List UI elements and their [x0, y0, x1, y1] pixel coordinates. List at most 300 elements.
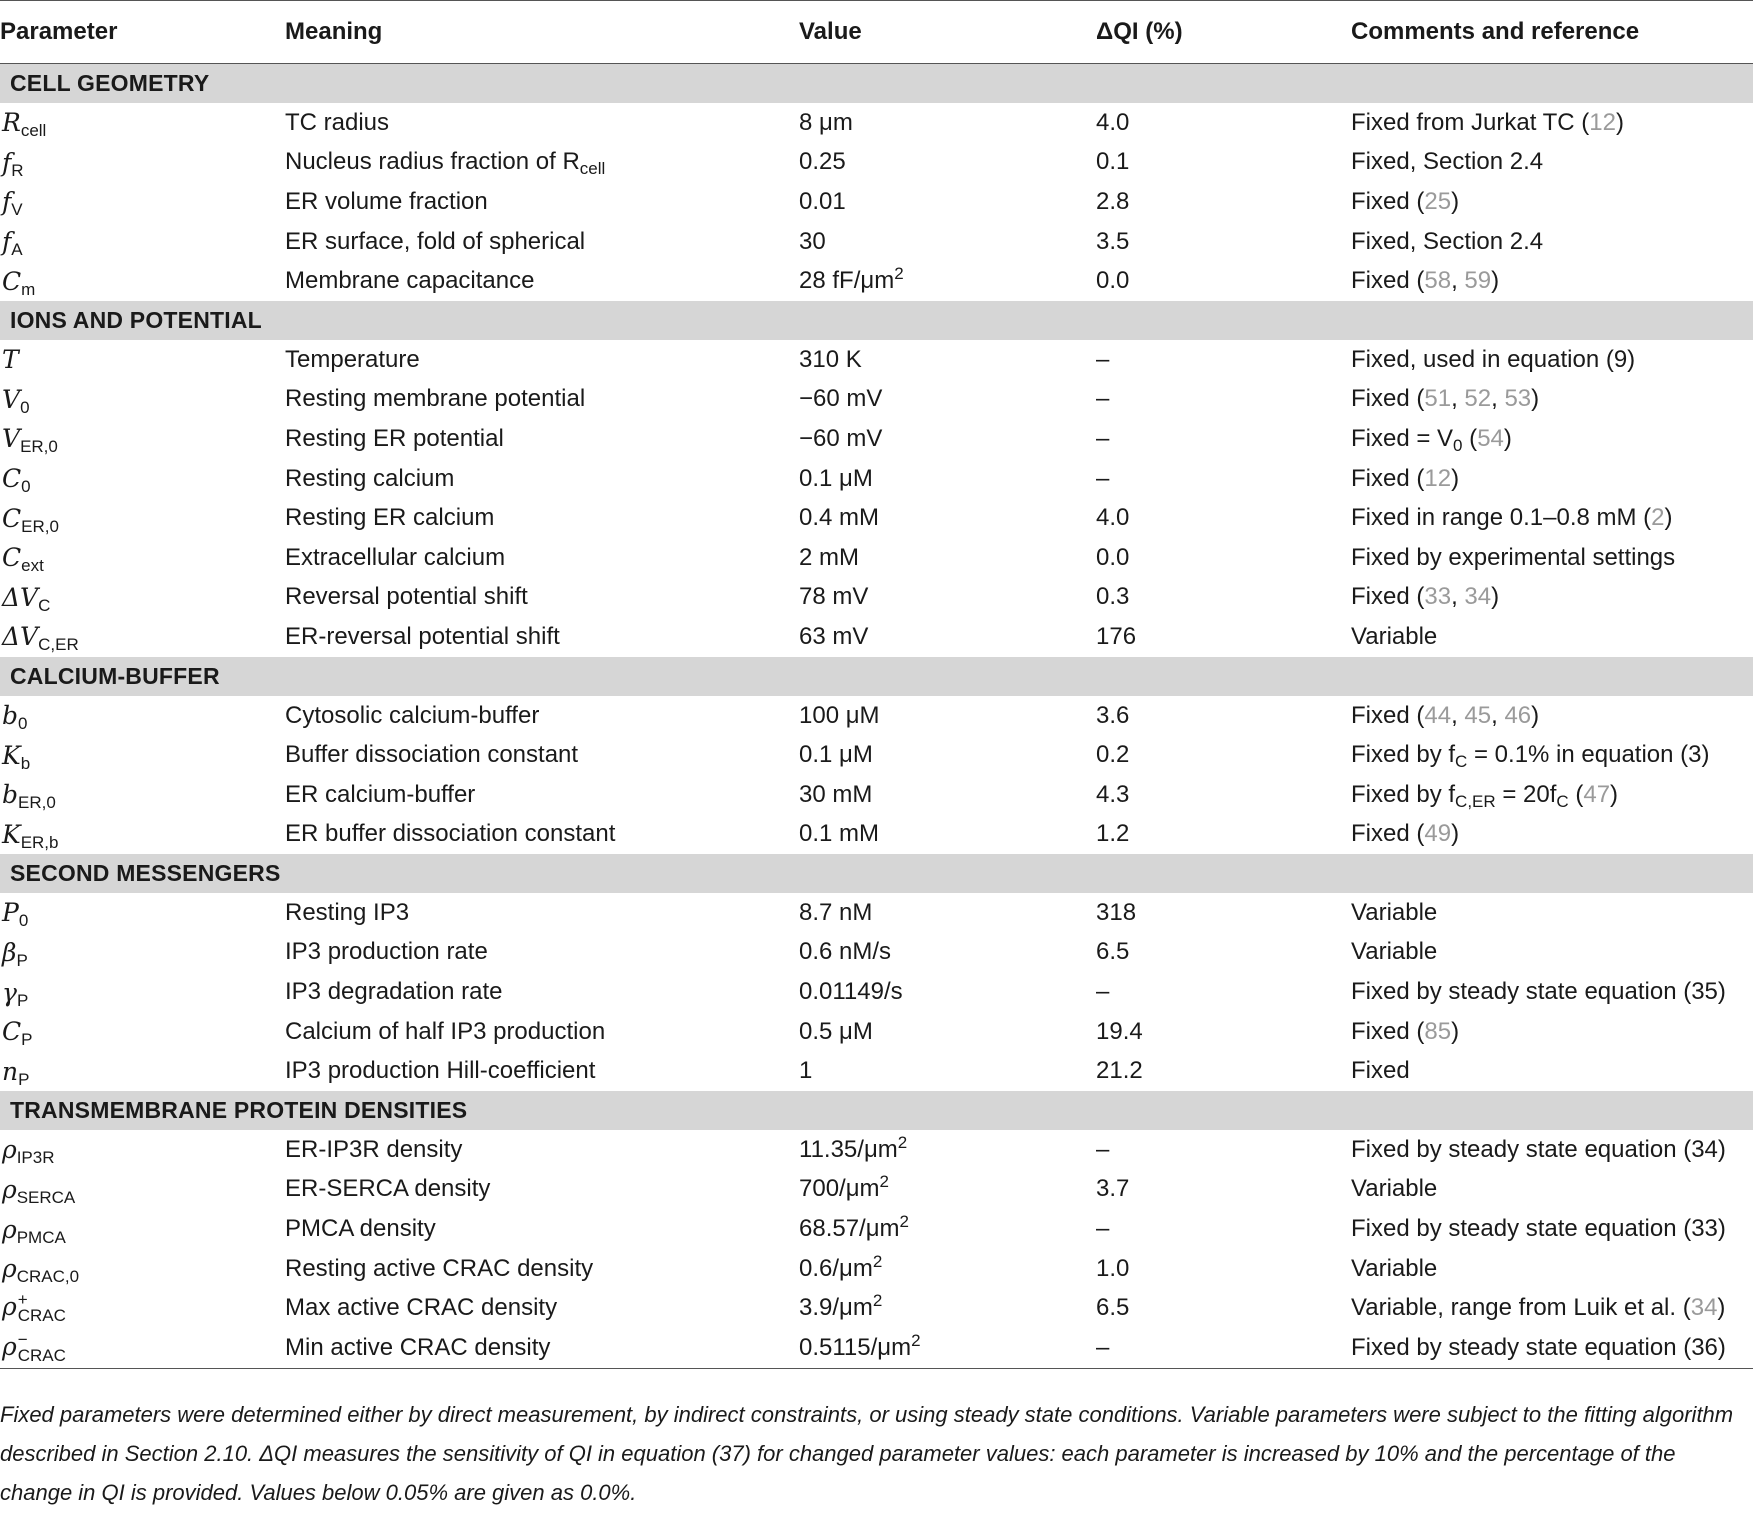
- table-row: [0, 222, 1753, 262]
- value-text: 0.1 mM: [799, 820, 880, 848]
- comment-text: Variable: [1351, 898, 1438, 926]
- parameter-symbol: [0, 380, 285, 420]
- section-title: CELL GEOMETRY: [0, 64, 1753, 104]
- value-text: 1: [799, 1057, 813, 1085]
- symbol-base: ρ: [2, 1331, 17, 1361]
- meaning-text: ER-IP3R density: [285, 1135, 463, 1163]
- reference-link[interactable]: 25: [1424, 187, 1452, 215]
- parameter-meaning: [285, 498, 799, 538]
- parameter-symbol: [0, 933, 285, 973]
- table-row: [0, 1170, 1753, 1210]
- section-header-row: [0, 64, 1753, 104]
- parameter-comment: [1351, 182, 1753, 222]
- header-value: Value: [799, 1, 1096, 64]
- parameter-dqi: 318: [1096, 898, 1137, 926]
- reference-link[interactable]: 58: [1424, 267, 1452, 295]
- reference-link[interactable]: 34: [1690, 1294, 1718, 1322]
- table-row: [0, 419, 1753, 459]
- table-row: [0, 1130, 1753, 1170]
- reference-link[interactable]: 51: [1424, 385, 1452, 413]
- parameter-symbol: [0, 1288, 285, 1328]
- parameter-value: [799, 1328, 1096, 1368]
- parameter-meaning: [285, 1130, 799, 1170]
- ref-separator: ,: [1451, 701, 1465, 729]
- parameter-meaning: [285, 1051, 799, 1091]
- parameter-comment: [1351, 893, 1753, 933]
- table-bottom-rule: [0, 1368, 1753, 1369]
- parameter-meaning: [285, 143, 799, 183]
- reference-link[interactable]: 47: [1583, 780, 1611, 808]
- parameter-symbol: [0, 261, 285, 301]
- meaning-text: ER-SERCA density: [285, 1175, 491, 1203]
- table-row: [0, 380, 1753, 420]
- parameter-meaning: [285, 1288, 799, 1328]
- comment-text: Fixed = V: [1351, 424, 1454, 452]
- value-text: 68.57/μm: [799, 1215, 900, 1243]
- value-superscript: 2: [872, 1251, 883, 1271]
- parameter-comment: [1351, 1249, 1753, 1289]
- meaning-text: IP3 degradation rate: [285, 978, 503, 1006]
- meaning-text: Resting IP3: [285, 898, 410, 926]
- parameter-dqi: 4.0: [1096, 504, 1130, 532]
- parameter-symbol: [0, 1051, 285, 1091]
- parameter-meaning: [285, 1249, 799, 1289]
- table-row: [0, 735, 1753, 775]
- meaning-text: ER calcium-buffer: [285, 780, 476, 808]
- table-row: [0, 933, 1753, 973]
- symbol-subscript: CRAC: [17, 1306, 66, 1326]
- parameter-value: [799, 1209, 1096, 1249]
- comment-pre-ref: (: [1568, 780, 1584, 808]
- parameter-value: [799, 182, 1096, 222]
- parameter-symbol: [0, 498, 285, 538]
- parameter-comment: [1351, 498, 1753, 538]
- parameter-meaning: [285, 340, 799, 380]
- ref-separator: ,: [1491, 701, 1505, 729]
- parameter-value: [799, 815, 1096, 855]
- parameter-dqi: –: [1096, 385, 1110, 413]
- parameter-meaning: [285, 103, 799, 143]
- symbol-subscript: 0: [20, 397, 30, 417]
- comment-text: Variable: [1351, 1175, 1438, 1203]
- parameter-value: [799, 735, 1096, 775]
- parameter-comment: [1351, 815, 1753, 855]
- parameter-symbol: [0, 143, 285, 183]
- value-text: 2 mM: [799, 543, 859, 571]
- header-comments: Comments and reference: [1351, 1, 1753, 64]
- reference-link[interactable]: 45: [1464, 701, 1492, 729]
- symbol-base: ΔV: [2, 582, 39, 612]
- ref-separator: ,: [1451, 267, 1465, 295]
- reference-link[interactable]: 54: [1477, 424, 1504, 452]
- comment-text: Fixed (: [1351, 187, 1425, 215]
- reference-link[interactable]: 46: [1504, 701, 1532, 729]
- reference-link[interactable]: 53: [1504, 385, 1532, 413]
- comment-text: Fixed (: [1351, 464, 1425, 492]
- reference-link[interactable]: 2: [1651, 504, 1665, 532]
- parameter-dqi: 2.8: [1096, 187, 1130, 215]
- section-header-row: [0, 301, 1753, 340]
- parameter-dqi: 21.2: [1096, 1057, 1143, 1085]
- symbol-subscript: ER,0: [18, 793, 56, 813]
- table-row: [0, 340, 1753, 380]
- value-text: 0.01149/s: [799, 978, 903, 1006]
- parameter-comment: [1351, 617, 1753, 657]
- meaning-text: Max active CRAC density: [285, 1294, 558, 1322]
- symbol-subscript: SERCA: [16, 1187, 76, 1207]
- meaning-text: Temperature: [285, 345, 420, 373]
- meaning-text: Resting calcium: [285, 464, 455, 492]
- section-header-row: [0, 657, 1753, 696]
- comment-end: ): [1491, 267, 1500, 295]
- parameter-meaning: [285, 222, 799, 262]
- table-row: [0, 893, 1753, 933]
- comment-end: ): [1491, 583, 1500, 611]
- comment-end: ): [1531, 385, 1540, 413]
- reference-link[interactable]: 59: [1464, 267, 1492, 295]
- symbol-base: ρ: [2, 1135, 17, 1165]
- meaning-text: ER-reversal potential shift: [285, 622, 560, 650]
- comment-text: Fixed (: [1351, 701, 1425, 729]
- parameter-dqi: 4.0: [1096, 108, 1130, 136]
- parameter-comment: [1351, 459, 1753, 499]
- symbol-base: b: [2, 780, 19, 810]
- comment-end: ): [1615, 108, 1624, 136]
- comment-text: Fixed, used in equation (9): [1351, 345, 1636, 373]
- symbol-subscript: CRAC: [17, 1346, 66, 1366]
- table-row: [0, 775, 1753, 815]
- value-text: 3.9/μm: [799, 1294, 873, 1322]
- parameter-meaning: [285, 261, 799, 301]
- comment-text: Fixed by steady state equation (34): [1351, 1135, 1726, 1163]
- reference-link[interactable]: 44: [1424, 701, 1452, 729]
- symbol-superscript: −: [17, 1330, 28, 1350]
- parameter-dqi: 1.2: [1096, 820, 1130, 848]
- parameter-dqi: 3.7: [1096, 1175, 1130, 1203]
- value-text: 11.35/μm: [799, 1135, 898, 1163]
- parameter-value: [799, 380, 1096, 420]
- parameter-comment: [1351, 578, 1753, 618]
- parameter-dqi: 19.4: [1096, 1017, 1143, 1045]
- section-title: TRANSMEMBRANE PROTEIN DENSITIES: [0, 1091, 1753, 1130]
- parameter-symbol: [0, 1209, 285, 1249]
- symbol-subscript: 0: [21, 477, 31, 497]
- value-text: 30 mM: [799, 780, 873, 808]
- symbol-base: γ: [2, 977, 17, 1007]
- parameter-dqi: 0.2: [1096, 741, 1130, 769]
- parameter-value: [799, 775, 1096, 815]
- table-caption: Fixed parameters were determined either by direct measurement, by indirect constraints, or using steady state conditions. Variable parameters were subject to the fitting algorithm described in Section 2.10. ΔQI measures the sensitivity of QI in equation (37) for changed parameter values: each parameter is increased by 10% and the percentage of the change in QI is provided. Values below 0.05% are given as 0.0%.: [0, 1402, 1734, 1505]
- table-row: [0, 617, 1753, 657]
- parameter-comment: [1351, 103, 1753, 143]
- parameter-dqi: 6.5: [1096, 938, 1130, 966]
- comment-text: Variable: [1351, 622, 1438, 650]
- parameter-symbol: [0, 775, 285, 815]
- meaning-text: Resting ER calcium: [285, 504, 495, 532]
- parameter-value: [799, 103, 1096, 143]
- reference-link[interactable]: 33: [1424, 583, 1452, 611]
- table-row: [0, 696, 1753, 736]
- section-title: IONS AND POTENTIAL: [0, 301, 1753, 340]
- value-text: 0.25: [799, 148, 846, 176]
- parameter-meaning: [285, 696, 799, 736]
- value-text: 0.5 μM: [799, 1017, 873, 1045]
- value-text: 30: [799, 227, 826, 255]
- symbol-subscript: m: [21, 279, 36, 299]
- table-row: [0, 103, 1753, 143]
- parameter-symbol: [0, 222, 285, 262]
- symbol-base: C: [2, 266, 22, 296]
- meaning-text: Calcium of half IP3 production: [285, 1017, 606, 1045]
- parameter-symbol: [0, 1012, 285, 1052]
- comment-text: Fixed (: [1351, 1017, 1425, 1045]
- reference-link[interactable]: 34: [1464, 583, 1492, 611]
- comment-end: ): [1451, 464, 1460, 492]
- value-text: −60 mV: [799, 424, 883, 452]
- parameter-meaning: [285, 617, 799, 657]
- table-row: [0, 1012, 1753, 1052]
- comment-text: Variable: [1351, 1254, 1438, 1282]
- meaning-text: Buffer dissociation constant: [285, 741, 579, 769]
- section-header-row: [0, 1091, 1753, 1130]
- symbol-subscript: PMCA: [16, 1227, 66, 1247]
- parameter-dqi: 0.3: [1096, 583, 1130, 611]
- value-superscript: 2: [911, 1330, 921, 1350]
- parameter-value: [799, 972, 1096, 1012]
- bottom-rule-cell: [0, 1368, 1753, 1369]
- meaning-text: Resting active CRAC density: [285, 1254, 594, 1282]
- parameter-comment: [1351, 1288, 1753, 1328]
- symbol-subscript: ER,b: [20, 832, 59, 852]
- meaning-text: TC radius: [285, 108, 390, 136]
- value-text: 0.4 mM: [799, 504, 880, 532]
- comment-end: ): [1717, 1294, 1726, 1322]
- comment-tail: = 0.1% in equation (3): [1467, 741, 1710, 769]
- parameter-dqi: 6.5: [1096, 1294, 1130, 1322]
- comment-text: Fixed (: [1351, 267, 1425, 295]
- table-row: [0, 261, 1753, 301]
- parameter-comment: [1351, 538, 1753, 578]
- value-superscript: 2: [894, 264, 904, 284]
- comment-end: ): [1451, 1017, 1460, 1045]
- parameter-value: [799, 222, 1096, 262]
- parameter-comment: [1351, 419, 1753, 459]
- table-row: [0, 182, 1753, 222]
- symbol-base: V: [2, 384, 21, 414]
- parameter-value: [799, 459, 1096, 499]
- parameter-meaning: [285, 1170, 799, 1210]
- table-row: [0, 459, 1753, 499]
- reference-link[interactable]: 12: [1424, 464, 1452, 492]
- parameter-dqi: –: [1096, 978, 1110, 1006]
- parameter-comment: [1351, 143, 1753, 183]
- comment-end: ): [1451, 820, 1460, 848]
- symbol-subscript: C,ER: [38, 635, 79, 655]
- ref-separator: ,: [1491, 385, 1505, 413]
- comment-text: Fixed by f: [1351, 780, 1456, 808]
- parameter-symbol: [0, 735, 285, 775]
- parameter-meaning: [285, 538, 799, 578]
- parameter-value: [799, 143, 1096, 183]
- parameter-meaning: [285, 972, 799, 1012]
- comment-end: ): [1531, 701, 1540, 729]
- parameter-comment: [1351, 222, 1753, 262]
- parameter-dqi: 0.1: [1096, 148, 1130, 176]
- section-title: CALCIUM-BUFFER: [0, 657, 1753, 696]
- value-text: 63 mV: [799, 622, 869, 650]
- parameter-symbol: [0, 538, 285, 578]
- reference-link[interactable]: 12: [1589, 108, 1616, 136]
- parameter-symbol: [0, 972, 285, 1012]
- parameter-meaning: [285, 815, 799, 855]
- comment-text: Fixed: [1351, 1057, 1410, 1085]
- parameter-comment: [1351, 933, 1753, 973]
- symbol-subscript: ER,0: [20, 437, 58, 457]
- header-dqi: ΔQI (%): [1096, 1, 1351, 64]
- parameter-value: [799, 1130, 1096, 1170]
- parameter-value: [799, 419, 1096, 459]
- parameter-dqi: –: [1096, 345, 1110, 373]
- comment-text: Fixed by f: [1351, 741, 1456, 769]
- parameter-comment: [1351, 735, 1753, 775]
- table-row: [0, 538, 1753, 578]
- parameter-dqi: 0.0: [1096, 267, 1130, 295]
- symbol-subscript: P: [18, 1069, 30, 1089]
- ref-separator: ,: [1451, 385, 1465, 413]
- symbol-base: b: [2, 701, 19, 731]
- value-text: 78 mV: [799, 583, 869, 611]
- value-text: 0.6/μm: [799, 1254, 873, 1282]
- meaning-text: ER volume fraction: [285, 187, 488, 215]
- comment-text: Fixed (: [1351, 583, 1425, 611]
- parameter-symbol: [0, 815, 285, 855]
- comment-pre-ref: (: [1462, 424, 1478, 452]
- table-row: [0, 578, 1753, 618]
- parameter-dqi: 3.5: [1096, 227, 1130, 255]
- parameter-value: [799, 538, 1096, 578]
- comment-text: Fixed, Section 2.4: [1351, 148, 1544, 176]
- parameter-comment: [1351, 340, 1753, 380]
- parameter-dqi: 3.6: [1096, 701, 1130, 729]
- symbol-subscript: CRAC,0: [16, 1267, 80, 1287]
- parameter-meaning: [285, 775, 799, 815]
- comment-text: Fixed, Section 2.4: [1351, 227, 1544, 255]
- table-row: [0, 1209, 1753, 1249]
- parameter-dqi: 0.0: [1096, 543, 1130, 571]
- symbol-subscript: IP3R: [16, 1148, 55, 1168]
- value-text: 8 μm: [799, 108, 853, 136]
- meaning-text: ER buffer dissociation constant: [285, 820, 616, 848]
- meaning-text: IP3 production rate: [285, 938, 488, 966]
- symbol-subscript: ER,0: [21, 516, 59, 536]
- parameter-symbol: [0, 696, 285, 736]
- parameter-meaning: [285, 1209, 799, 1249]
- parameter-meaning: [285, 459, 799, 499]
- table-row: [0, 972, 1753, 1012]
- comment-text: Fixed by steady state equation (33): [1351, 1215, 1726, 1243]
- meaning-text: IP3 production Hill-coefficient: [285, 1057, 596, 1085]
- parameter-meaning: [285, 380, 799, 420]
- value-text: 28 fF/μm: [799, 267, 895, 295]
- comment-end: ): [1664, 504, 1673, 532]
- parameter-value: [799, 261, 1096, 301]
- parameter-comment: [1351, 775, 1753, 815]
- parameter-value: [799, 578, 1096, 618]
- parameter-comment: [1351, 972, 1753, 1012]
- parameter-symbol: [0, 1170, 285, 1210]
- comment-end: ): [1610, 780, 1619, 808]
- parameter-symbol: [0, 419, 285, 459]
- symbol-base: C: [2, 543, 22, 573]
- symbol-base: ρ: [2, 1214, 17, 1244]
- parameter-value: [799, 893, 1096, 933]
- symbol-subscript: A: [11, 240, 23, 260]
- table-row: [0, 1051, 1753, 1091]
- parameter-dqi: –: [1096, 1215, 1110, 1243]
- parameter-meaning: [285, 933, 799, 973]
- symbol-scripts: [18, 1292, 66, 1324]
- parameter-symbol: [0, 1328, 285, 1368]
- parameter-dqi: 4.3: [1096, 780, 1130, 808]
- parameter-value: [799, 1051, 1096, 1091]
- symbol-base: f: [2, 147, 12, 177]
- value-text: 100 μM: [799, 701, 880, 729]
- parameter-comment: [1351, 1170, 1753, 1210]
- symbol-base: K: [2, 819, 21, 849]
- reference-link[interactable]: 85: [1424, 1017, 1452, 1045]
- parameter-value: [799, 1288, 1096, 1328]
- table-row: [0, 1288, 1753, 1328]
- comment-text: Fixed by steady state equation (36): [1351, 1333, 1726, 1361]
- symbol-subscript: 0: [18, 714, 28, 734]
- parameter-value: [799, 933, 1096, 973]
- value-superscript: 2: [872, 1291, 883, 1311]
- symbol-superscript: +: [17, 1290, 28, 1310]
- symbol-subscript: C: [38, 595, 51, 615]
- parameter-meaning: [285, 1012, 799, 1052]
- value-superscript: 2: [897, 1132, 908, 1152]
- symbol-base: T: [2, 345, 19, 375]
- parameter-meaning: [285, 578, 799, 618]
- comment-subscript: 0: [1453, 435, 1463, 455]
- value-text: −60 mV: [799, 385, 883, 413]
- meaning-text: ER surface, fold of spherical: [285, 227, 586, 255]
- meaning-text: Nucleus radius fraction of R: [285, 148, 580, 176]
- symbol-subscript: P: [16, 950, 28, 970]
- parameter-comment: [1351, 1130, 1753, 1170]
- header-meaning: Meaning: [285, 1, 799, 64]
- comment-text: Fixed from Jurkat TC (: [1351, 108, 1590, 136]
- parameter-dqi: 176: [1096, 622, 1137, 650]
- parameter-symbol: [0, 1249, 285, 1289]
- parameter-value: [799, 340, 1096, 380]
- value-text: 0.01: [799, 187, 846, 215]
- value-text: 0.1 μM: [799, 741, 873, 769]
- parameter-comment: [1351, 1328, 1753, 1368]
- comment-subscript: C,ER: [1455, 791, 1496, 811]
- parameter-symbol: [0, 578, 285, 618]
- meaning-text: Cytosolic calcium-buffer: [285, 701, 540, 729]
- symbol-base: f: [2, 227, 12, 257]
- parameter-comment: [1351, 696, 1753, 736]
- parameter-meaning: [285, 182, 799, 222]
- symbol-base: C: [2, 464, 22, 494]
- table-row: [0, 1249, 1753, 1289]
- parameter-dqi: –: [1096, 424, 1110, 452]
- comment-text: Fixed (: [1351, 820, 1425, 848]
- reference-link[interactable]: 52: [1464, 385, 1492, 413]
- reference-link[interactable]: 49: [1424, 820, 1452, 848]
